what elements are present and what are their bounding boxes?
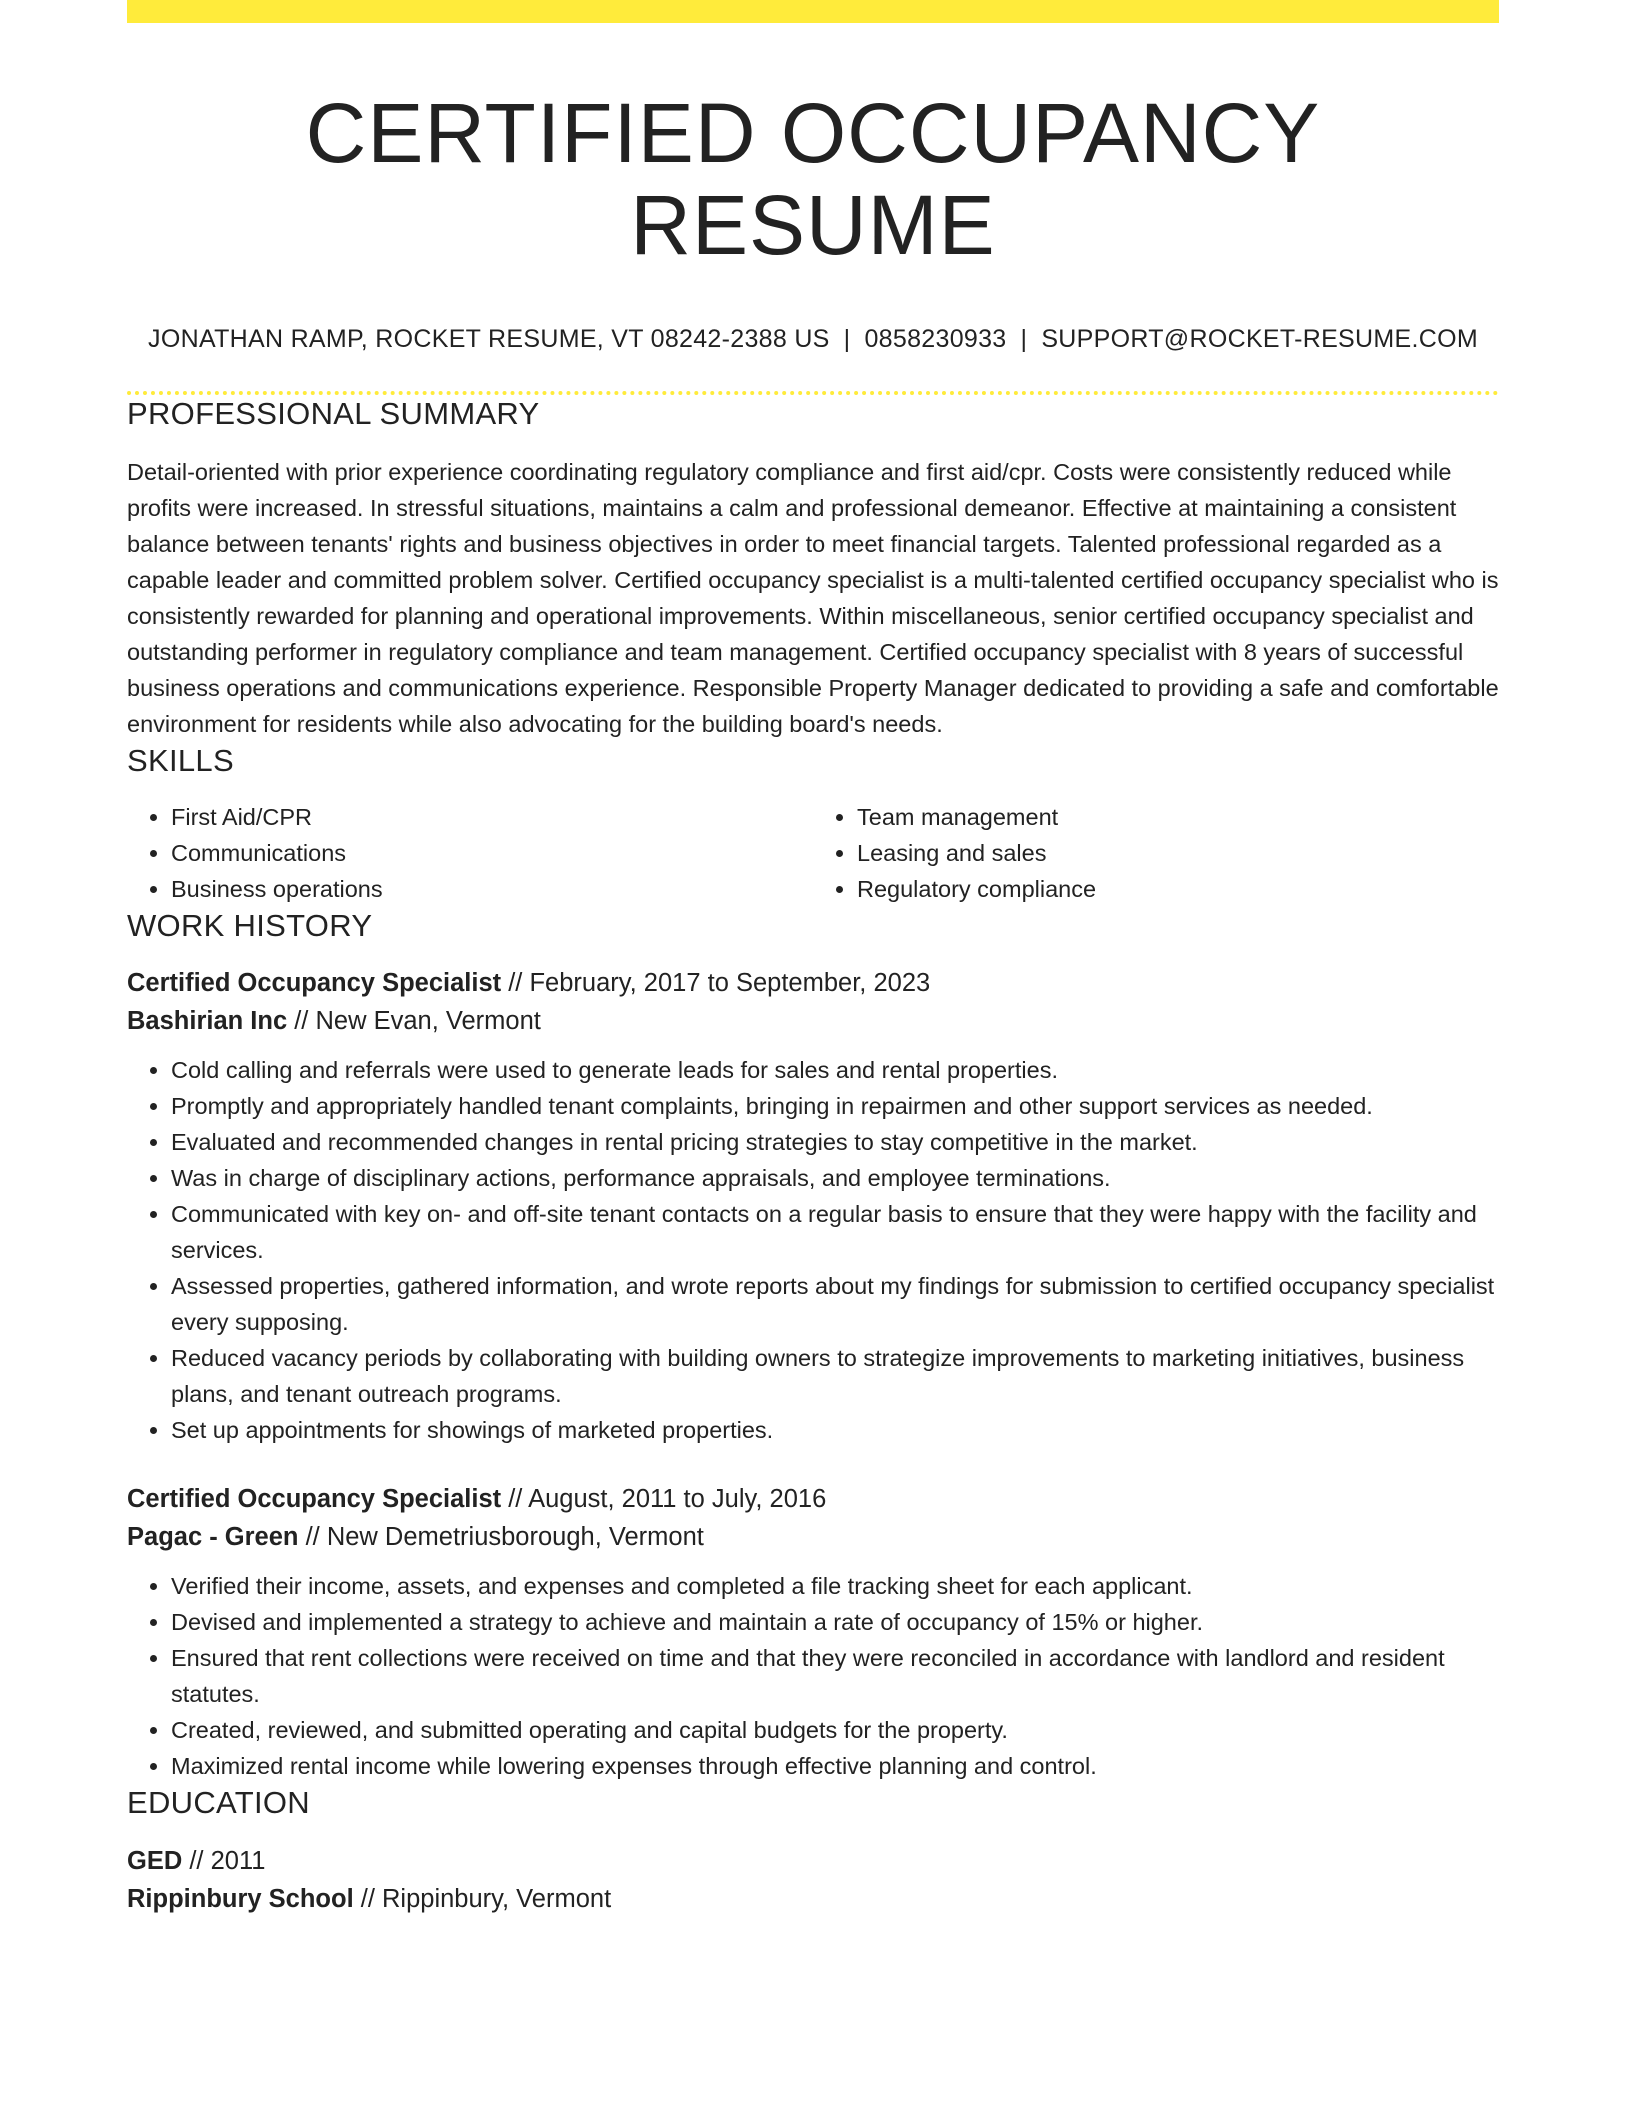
skills-heading: SKILLS bbox=[127, 742, 234, 778]
resume-title: CERTIFIED OCCUPANCY RESUME bbox=[305, 86, 1321, 273]
education-heading: EDUCATION bbox=[127, 1785, 310, 1821]
contact-separator: | bbox=[1020, 324, 1028, 353]
duty-item: • Cold calling and referrals were used to generate leads for sales and rental properties. bbox=[171, 1052, 1499, 1088]
job-title: Certified Occupancy Specialist bbox=[127, 1485, 502, 1514]
duty-item: • Promptly and appropriately handled tenant complaints, bringing in repairmen and other support services as needed. bbox=[171, 1088, 1499, 1124]
education-degree: GED bbox=[127, 1846, 183, 1875]
education-degree-line bbox=[127, 1842, 1499, 1880]
duty-item: • Ensured that rent collections were received on time and that they were reconciled in accordance with landlord and resident statutes. bbox=[171, 1640, 1499, 1712]
contact-phone: 0858230933 bbox=[864, 324, 1007, 353]
summary-heading: PROFESSIONAL SUMMARY bbox=[127, 395, 540, 431]
skill-item: • Communications bbox=[171, 835, 813, 871]
education-entry bbox=[127, 1842, 1499, 1918]
job-location: // New Demetriusborough, Vermont bbox=[298, 1523, 704, 1552]
job-entry bbox=[127, 1480, 1499, 1784]
job-company: Pagac - Green bbox=[127, 1523, 299, 1552]
job-company-line bbox=[127, 1002, 1499, 1040]
accent-bar bbox=[127, 0, 1499, 23]
skills-list bbox=[127, 799, 1499, 907]
job-title: Certified Occupancy Specialist bbox=[127, 969, 502, 998]
duty-item: • Communicated with key on- and off-site tenant contacts on a regular basis to ensure that they were happy with the facility and services. bbox=[171, 1196, 1499, 1268]
work-history-heading: WORK HISTORY bbox=[127, 908, 373, 944]
education-school: Rippinbury School bbox=[127, 1884, 354, 1913]
skill-item: • Team management bbox=[857, 799, 1499, 835]
contact-email: SUPPORT@ROCKET-RESUME.COM bbox=[1041, 324, 1478, 353]
job-company-line bbox=[127, 1518, 1499, 1556]
summary-text: Detail-oriented with prior experience coordinating regulatory compliance and first aid/cpr. Costs were consistently reduced while profits were increased. In stressful situations, maintains a calm and professional demeanor. Effective at maintaining a consistent balance between tenants' rights and business objectives in order to meet financial targets. Talented professional regarded as a capable leader and committed problem solver. Certified occupancy specialist is a multi-talented certified occupancy specialist who is consistently rewarded for planning and operational improvements. Within miscellaneous, senior certified occupancy specialist and outstanding performer in regulatory compliance and team management. Certified occupancy specialist with 8 years of successful business operations and communications experience. Responsible Property Manager dedicated to providing a safe and comfortable environment for residents while also advocating for the building board's needs. bbox=[127, 458, 1499, 737]
education-school-line bbox=[127, 1880, 1499, 1918]
skill-item: • First Aid/CPR bbox=[171, 799, 813, 835]
job-dates: // February, 2017 to September, 2023 bbox=[501, 969, 931, 998]
duty-item: • Maximized rental income while lowering expenses through effective planning and control. bbox=[171, 1748, 1499, 1784]
job-entry bbox=[127, 964, 1499, 1448]
skills-column-left bbox=[127, 799, 813, 907]
education-location: // Rippinbury, Vermont bbox=[353, 1884, 612, 1913]
job-company: Bashirian Inc bbox=[127, 1007, 288, 1036]
education-year: // 2011 bbox=[182, 1846, 266, 1875]
contact-address: JONATHAN RAMP, ROCKET RESUME, VT 08242-2388 US bbox=[148, 324, 830, 353]
job-title-line bbox=[127, 964, 1499, 1002]
duty-item: • Created, reviewed, and submitted operating and capital budgets for the property. bbox=[171, 1712, 1499, 1748]
job-location: // New Evan, Vermont bbox=[287, 1007, 541, 1036]
duty-item: • Devised and implemented a strategy to achieve and maintain a rate of occupancy of 15% or higher. bbox=[171, 1604, 1499, 1640]
duty-item: • Reduced vacancy periods by collaborating with building owners to strategize improvements to marketing initiatives, business plans, and tenant outreach programs. bbox=[171, 1340, 1499, 1412]
contact-line bbox=[127, 324, 1499, 354]
contact-separator: | bbox=[843, 324, 851, 353]
duty-item: • Evaluated and recommended changes in rental pricing strategies to stay competitive in the market. bbox=[171, 1124, 1499, 1160]
duty-item: • Set up appointments for showings of marketed properties. bbox=[171, 1412, 1499, 1448]
skill-item: • Regulatory compliance bbox=[857, 871, 1499, 907]
job-duties bbox=[127, 1052, 1499, 1448]
skill-item: • Leasing and sales bbox=[857, 835, 1499, 871]
duty-item: • Was in charge of disciplinary actions, performance appraisals, and employee terminations. bbox=[171, 1160, 1499, 1196]
job-duties bbox=[127, 1568, 1499, 1784]
job-dates: // August, 2011 to July, 2016 bbox=[501, 1485, 827, 1514]
resume-page bbox=[127, 0, 1499, 1918]
skills-column-right bbox=[813, 799, 1499, 907]
job-title-line bbox=[127, 1480, 1499, 1518]
skill-item: • Business operations bbox=[171, 871, 813, 907]
duty-item: • Assessed properties, gathered information, and wrote reports about my findings for submission to certified occupancy specialist every supposing. bbox=[171, 1268, 1499, 1340]
duty-item: • Verified their income, assets, and expenses and completed a file tracking sheet for each applicant. bbox=[171, 1568, 1499, 1604]
